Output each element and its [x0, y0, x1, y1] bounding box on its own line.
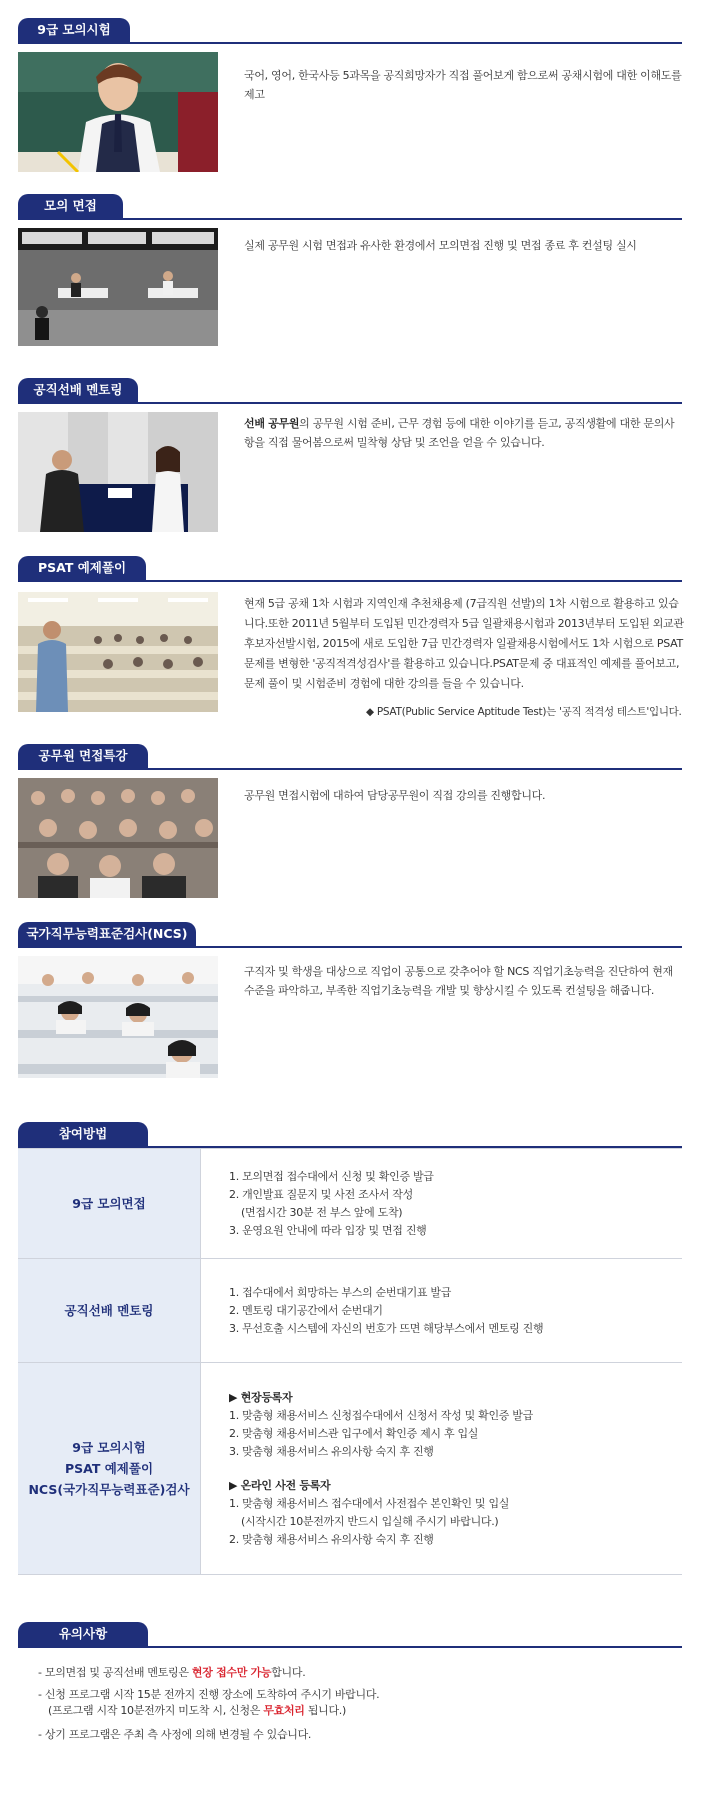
caution-line-1: [38, 1664, 305, 1681]
section-tab: 공무원 면접특강: [18, 744, 148, 768]
list-item: 2. 개인발표 질문지 및 사전 조사서 작성: [229, 1187, 413, 1201]
section-header-psat: [18, 556, 682, 582]
row-label-text: 9급 모의면접: [72, 1196, 146, 1211]
caution-line-3: [48, 1702, 346, 1719]
list-item: 3. 운영요원 안내에 따라 입장 및 면접 진행: [229, 1223, 427, 1237]
caution-text: (프로그램 시작 10분전까지 미도착 시, 신청은: [48, 1704, 264, 1717]
caution-text: - 모의면접 및 공직선배 멘토링은: [38, 1666, 192, 1679]
list-item: (시작시간 10분전까지 반드시 입실해 주시기 바랍니다.): [241, 1514, 499, 1528]
onsite-title: ▶ 현장등록자: [229, 1390, 293, 1404]
list-item: 1. 맞춤형 채용서비스 접수대에서 사전접수 본인확인 및 입실: [229, 1496, 510, 1510]
psat-description: 현재 5급 공채 1차 시험과 지역인재 추천채용제 (7급직원 선발)의 1차 시험으로 활용하고 있습니다.또한 2011년 5월부터 도입된 민간경력자 5급 일괄채용시험과 2013년부터 도입된 외교관 후보자선발시험, 2015에 새로 도입한 7급 민간경력자 일괄채용시험에서도 1차 시험으로 PSAT 문제를 변형한 '공직적격성검사'를 활용하고 있습니다.PSAT문제 중 대표적인 예제를 풀어보고, 문제 풀이 및 시험준비 경험에 대한 강의를 들을 수 있습니다.: [244, 597, 684, 690]
list-item: 2. 맞춤형 채용서비스 유의사항 숙지 후 진행: [229, 1532, 434, 1546]
caution-line-4: - 상기 프로그램은 주최 측 사정에 의해 변경될 수 있습니다.: [38, 1728, 312, 1741]
table-row: [18, 1259, 682, 1363]
row-content: [201, 1259, 683, 1363]
row-label-text: 9급 모의시험: [72, 1440, 146, 1455]
row-label: [18, 1363, 201, 1575]
list-item: 2. 맞춤형 채용서비스관 입구에서 확인증 제시 후 입실: [229, 1426, 479, 1440]
lecture-photo: [18, 778, 218, 898]
list-item: 3. 맞춤형 채용서비스 유의사항 숙지 후 진행: [229, 1444, 434, 1458]
list-item: 1. 접수대에서 희망하는 부스의 순번대기표 발급: [229, 1285, 452, 1299]
mock-exam-photo: [18, 52, 218, 172]
mock-exam-description: 국어, 영어, 한국사등 5과목을 공직희망자가 직접 풀어보게 함으로써 공채시험에 대한 이해도를 제고: [244, 69, 682, 101]
row-label-text: NCS(국가직무능력표준)검사: [28, 1482, 190, 1497]
section-header-participation: [18, 1122, 682, 1148]
row-label-text: 공직선배 멘토링: [64, 1303, 154, 1318]
lecture-description: 공무원 면접시험에 대하여 담당공무원이 직접 강의를 진행합니다.: [244, 789, 546, 802]
mentoring-desc-bold: 선배 공무원: [244, 417, 300, 430]
caution-highlight: 무효처리: [263, 1704, 305, 1717]
mentoring-description: [244, 414, 684, 452]
table-row: [18, 1149, 682, 1259]
section-tab: 참여방법: [18, 1122, 148, 1146]
section-tab: 공직선배 멘토링: [18, 378, 138, 402]
caution-text: 됩니다.): [304, 1704, 346, 1717]
section-header-caution: [18, 1622, 682, 1648]
caution-line-2: - 신청 프로그램 시작 15분 전까지 진행 장소에 도착하여 주시기 바랍니다.: [38, 1688, 380, 1701]
section-header-mock-interview: [18, 194, 682, 220]
section-tab: 9급 모의시험: [18, 18, 130, 42]
section-tab: 유의사항: [18, 1622, 148, 1646]
participation-table: [18, 1148, 682, 1575]
list-item: 1. 맞춤형 채용서비스 신청접수대에서 신청서 작성 및 확인증 발급: [229, 1408, 533, 1422]
row-label: [18, 1259, 201, 1363]
mentoring-photo: [18, 412, 218, 532]
ncs-description: 구직자 및 학생을 대상으로 직업이 공통으로 갖추어야 할 NCS 직업기초능력을 진단하여 현재 수준을 파악하고, 부족한 직업기초능력을 개발 및 향상시킬 수 있도록 컨설팅을 해줍니다.: [244, 965, 673, 997]
caution-highlight: 현장 접수만 가능: [191, 1666, 272, 1679]
mock-interview-photo: [18, 228, 218, 346]
list-item: (면접시간 30분 전 부스 앞에 도착): [241, 1205, 403, 1219]
section-header-ncs: [18, 922, 682, 948]
section-header-mock-exam: [18, 18, 682, 44]
psat-note: ◆ PSAT(Public Service Aptitude Test)는 '공직 적격성 테스트'입니다.: [366, 706, 682, 718]
table-row: [18, 1363, 682, 1575]
list-item: 3. 무선호출 시스템에 자신의 번호가 뜨면 해당부스에서 멘토링 진행: [229, 1321, 544, 1335]
mentoring-desc-text: 의 공무원 시험 준비, 근무 경험 등에 대한 이야기를 듣고, 공직생활에 대한 문의사항을 직접 물어봄으로써 밀착형 상담 및 조언을 얻을 수 있습니다.: [244, 417, 675, 449]
mock-interview-description: 실제 공무원 시험 면접과 유사한 환경에서 모의면접 진행 및 면접 종료 후 컨설팅 실시: [244, 239, 637, 252]
row-content: [201, 1149, 683, 1259]
section-tab: 모의 면접: [18, 194, 123, 218]
row-label: [18, 1149, 201, 1259]
caution-text: 합니다.: [271, 1666, 306, 1679]
list-item: 1. 모의면접 접수대에서 신청 및 확인증 발급: [229, 1169, 434, 1183]
section-tab: PSAT 예제풀이: [18, 556, 146, 580]
psat-photo: [18, 592, 218, 712]
section-header-mentoring: [18, 378, 682, 404]
section-tab: 국가직무능력표준검사(NCS): [18, 922, 196, 946]
list-item: 2. 멘토링 대기공간에서 순번대기: [229, 1303, 383, 1317]
section-header-lecture: [18, 744, 682, 770]
online-title: ▶ 온라인 사전 등록자: [229, 1478, 331, 1492]
row-content: [201, 1363, 683, 1575]
ncs-photo: [18, 956, 218, 1078]
row-label-text: PSAT 예제풀이: [64, 1461, 154, 1476]
